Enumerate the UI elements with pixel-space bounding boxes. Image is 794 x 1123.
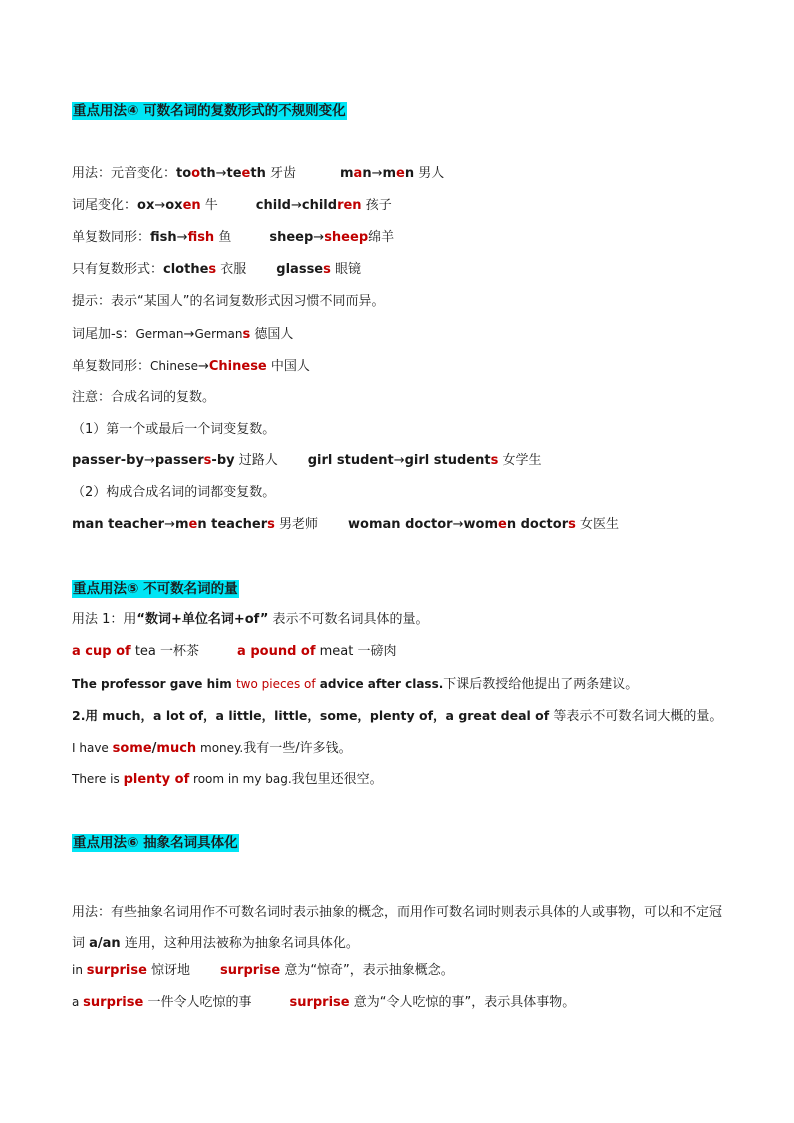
tip-nationality: 提示：表示“某国人”的名词复数形式因习惯不同而异。 xyxy=(72,294,385,309)
section-heading-6: 重点用法⑥ 抽象名词具体化 xyxy=(73,835,238,851)
compound-example-2: man teacher→men teachers 男老师 woman doctor→women doctors 女医生 xyxy=(72,517,619,532)
compound-rule-1: （1）第一个或最后一个词变复数。 xyxy=(72,422,276,437)
compound-example-1: passer-by→passers-by 过路人 girl student→girl students 女学生 xyxy=(72,453,542,468)
section-heading-5: 重点用法⑤ 不可数名词的量 xyxy=(73,581,238,597)
usage-abstract-noun: 用法：有些抽象名词用作不可数名词时表示抽象的概念，而用作可数名词时则表示具体的人或事物，可以和不定冠词 a/an 连用，这种用法被称为抽象名词具体化。 xyxy=(72,905,723,951)
nationality-same-form: 单复数同形：Chinese→Chinese 中国人 xyxy=(72,359,310,374)
example-professor: The professor gave him two pieces of advice after class.下课后教授给他提出了两条建议。 xyxy=(72,677,639,692)
usage-1-unit-of: 用法 1：用“数词+单位名词+of” 表示不可数名词具体的量。 xyxy=(72,612,429,627)
usage-2-approx-amount: 2.用 much，a lot of，a little，little，some，plenty of，a great deal of 等表示不可数名词大概的量。 xyxy=(72,708,723,724)
usage-suffix-change: 词尾变化：ox→oxen 牛 child→children 孩子 xyxy=(72,198,392,213)
example-cup-pound: a cup of tea 一杯茶 a pound of meat 一磅肉 xyxy=(72,644,397,659)
usage-plural-only: 只有复数形式：clothes 衣服 glasses 眼镜 xyxy=(72,262,362,277)
example-in-surprise: in surprise 惊讶地 surprise 意为“惊奇”，表示抽象概念。 xyxy=(72,963,454,978)
compound-rule-2: （2）构成合成名词的词都变复数。 xyxy=(72,485,276,500)
nationality-add-s: 词尾加-s：German→Germans 德国人 xyxy=(72,327,294,342)
usage-same-form: 单复数同形：fish→fish 鱼 sheep→sheep绵羊 xyxy=(72,230,395,245)
example-plenty-of: There is plenty of room in my bag.我包里还很空。 xyxy=(72,772,383,787)
section-heading-4: 重点用法④ 可数名词的复数形式的不规则变化 xyxy=(73,103,346,119)
example-some-much: I have some/much money.我有一些/许多钱。 xyxy=(72,741,352,756)
usage-vowel-change: 用法：元音变化：tooth→teeth 牙齿 man→men 男人 xyxy=(72,166,445,181)
note-compound: 注意：合成名词的复数。 xyxy=(72,390,216,405)
example-a-surprise: a surprise 一件令人吃惊的事 surprise 意为“令人吃惊的事”，表示具体事物。 xyxy=(72,995,576,1010)
